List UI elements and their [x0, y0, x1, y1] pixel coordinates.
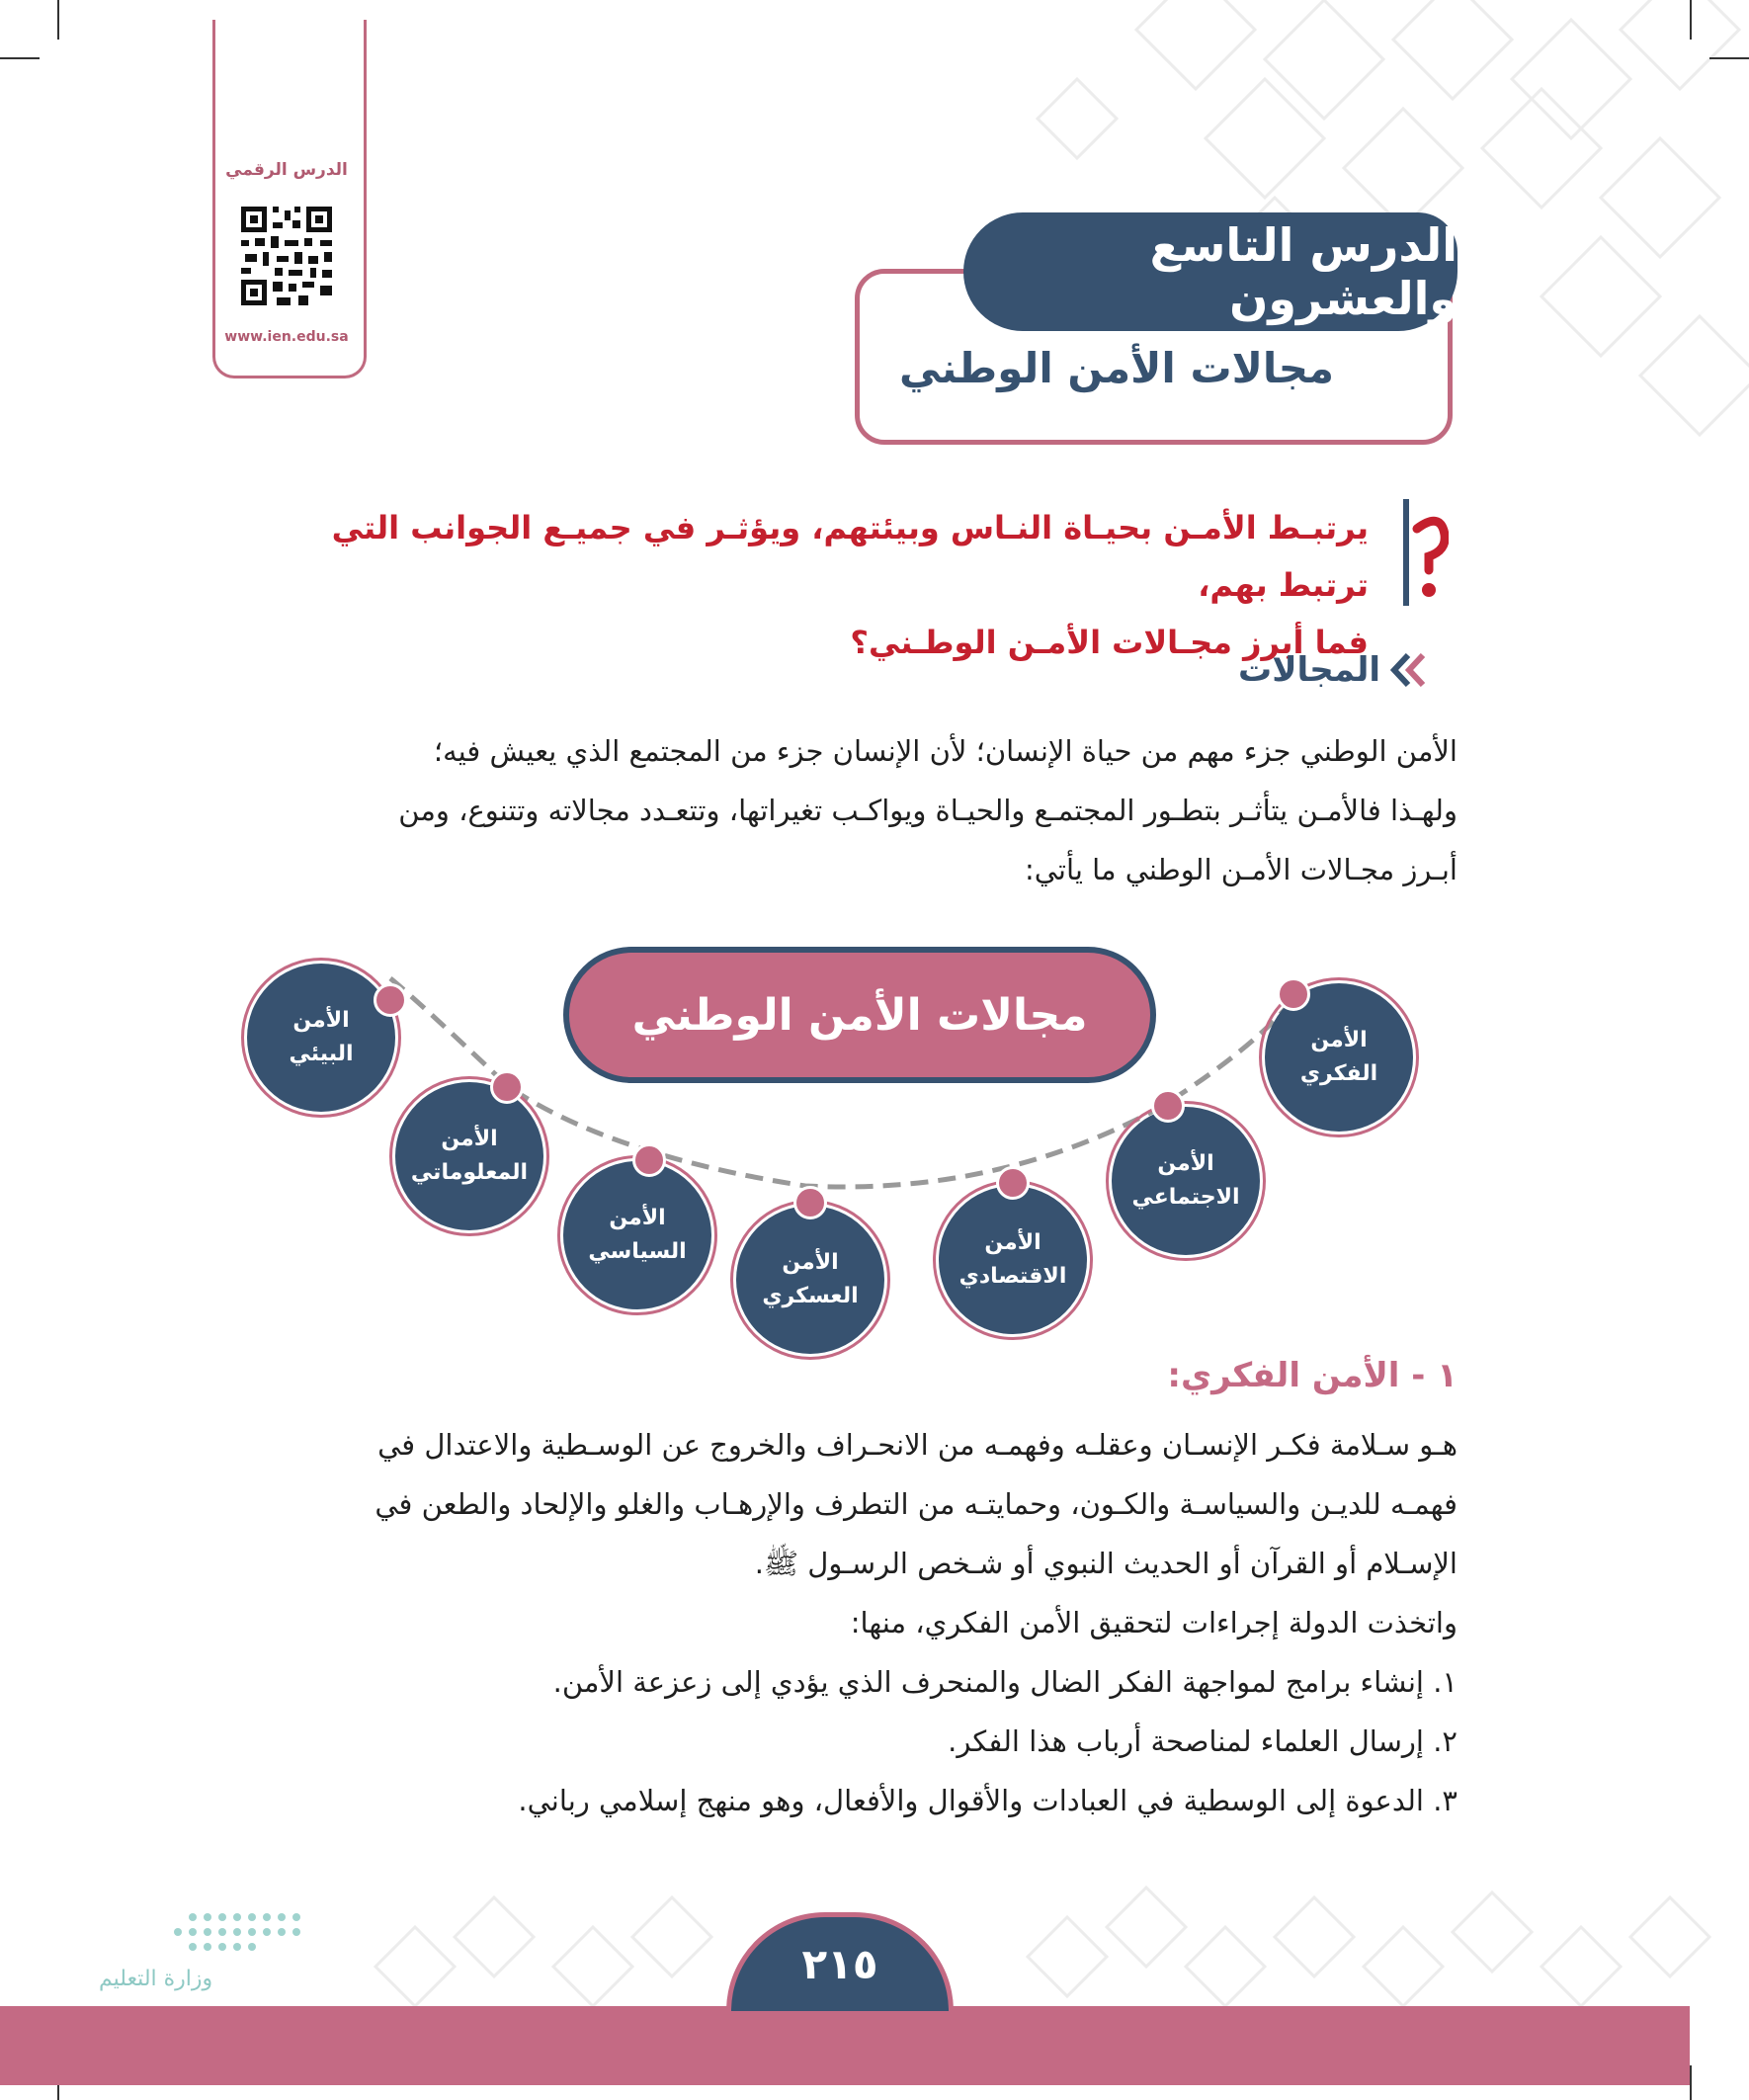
- list-item: ٣. الدعوة إلى الوسطية في العبادات والأقوال والأفعال، وهو منهج إسلامي رباني.: [518, 1784, 1458, 1817]
- fikri-paragraph: [208, 1415, 1458, 1830]
- list-item: ١. إنشاء برامج لمواجهة الفكر الضال والمنحرف الذي يؤدي إلى زعزعة الأمن.: [552, 1665, 1458, 1699]
- ministry-name: وزارة التعليم: [99, 1967, 213, 1991]
- lesson-subtitle: مجالات الأمن الوطني: [899, 344, 1334, 392]
- paragraph-line: الأمن الوطني جزء مهم من حياة الإنسان؛ لأن الإنسان جزء من المجتمع الذي يعيش فيه؛: [433, 734, 1458, 768]
- fikri-heading: ١ - الأمن الفكري:: [1167, 1356, 1458, 1395]
- diagram-title: مجالات الأمن الوطني: [563, 947, 1156, 1083]
- crop-mark: [1690, 0, 1692, 40]
- node-dot: [793, 1186, 827, 1219]
- footer-band: [0, 2006, 1690, 2085]
- node-dot: [374, 983, 407, 1017]
- node-label: الأمن السياسي: [563, 1161, 711, 1309]
- node-label: الأمن العسكري: [736, 1206, 884, 1354]
- node-dot: [1151, 1089, 1185, 1123]
- page-number: ٢١٥: [726, 1912, 954, 2011]
- node-fikri: [1265, 983, 1413, 1132]
- crop-mark: [1690, 2065, 1692, 2100]
- node-label: الأمن الاجتماعي: [1112, 1107, 1260, 1255]
- paragraph-line: الإسـلام أو القرآن أو الحديث النبوي أو شـخص الرسـول ﷺ.: [754, 1547, 1458, 1580]
- lesson-number-title: الدرس التاسع والعشرون: [963, 212, 1458, 331]
- qr-url-link[interactable]: www.ien.edu.sa: [224, 329, 349, 345]
- node-label: الأمن الفكري: [1265, 983, 1413, 1132]
- node-biei: [247, 964, 395, 1112]
- node-maalumati: [395, 1082, 543, 1230]
- crop-mark: [0, 57, 40, 59]
- intro-paragraph: [208, 721, 1458, 899]
- paragraph-line: ولهـذا فالأمـن يتأثـر بتطـور المجتمـع والحيـاة ويواكـب تغيراتها، وتتعـدد مجالاته وتتنوع، ومن: [398, 794, 1458, 827]
- list-item: ٢. إرسال العلماء لمناصحة أرباب هذا الفكر.: [948, 1724, 1458, 1758]
- node-label: الأمن البيئي: [247, 964, 395, 1112]
- double-chevron-icon: [1390, 653, 1428, 687]
- node-askari: [736, 1206, 884, 1354]
- section-heading: [1238, 650, 1428, 690]
- node-dot: [490, 1070, 524, 1104]
- node-label: الأمن الاقتصادي: [939, 1186, 1087, 1334]
- qr-label: الدرس الرقمي: [225, 160, 348, 180]
- paragraph-line: واتخذت الدولة إجراءات لتحقيق الأمن الفكري، منها:: [850, 1606, 1458, 1639]
- node-label: الأمن المعلوماتي: [395, 1082, 543, 1230]
- section-heading-text: المجالات: [1238, 650, 1380, 690]
- node-dot: [632, 1143, 666, 1177]
- node-dot: [996, 1166, 1030, 1200]
- question-line: يرتبـط الأمـن بحيـاة النـاس وبيئتهم، ويؤثـر في جميـع الجوانب التي ترتبط بهم،: [331, 509, 1369, 604]
- question-mark-icon: [1401, 499, 1449, 606]
- crop-mark: [1709, 57, 1749, 59]
- qr-code-icon[interactable]: [237, 203, 336, 309]
- node-ijtimai: [1112, 1107, 1260, 1255]
- node-dot: [1277, 977, 1310, 1011]
- question-line: فما أبرز مجـالات الأمـن الوطـني؟: [850, 624, 1369, 661]
- paragraph-line: أبـرز مجـالات الأمـن الوطني ما يأتي:: [1024, 853, 1458, 886]
- crop-mark: [57, 0, 59, 40]
- paragraph-line: هـو سـلامة فكـر الإنسـان وعقلـه وفهمـه من الانحـراف والخروج عن الوسـطية والاعتدال في: [377, 1428, 1458, 1462]
- opening-question: [282, 499, 1369, 671]
- node-siyasi: [563, 1161, 711, 1309]
- paragraph-line: فهمـه للديـن والسياسـة والكـون، وحمايتـه من التطرف والإرهـاب والغلو والإلحاد والطعن في: [375, 1487, 1458, 1521]
- node-iqtisadi: [939, 1186, 1087, 1334]
- qr-bookmark: [212, 20, 367, 378]
